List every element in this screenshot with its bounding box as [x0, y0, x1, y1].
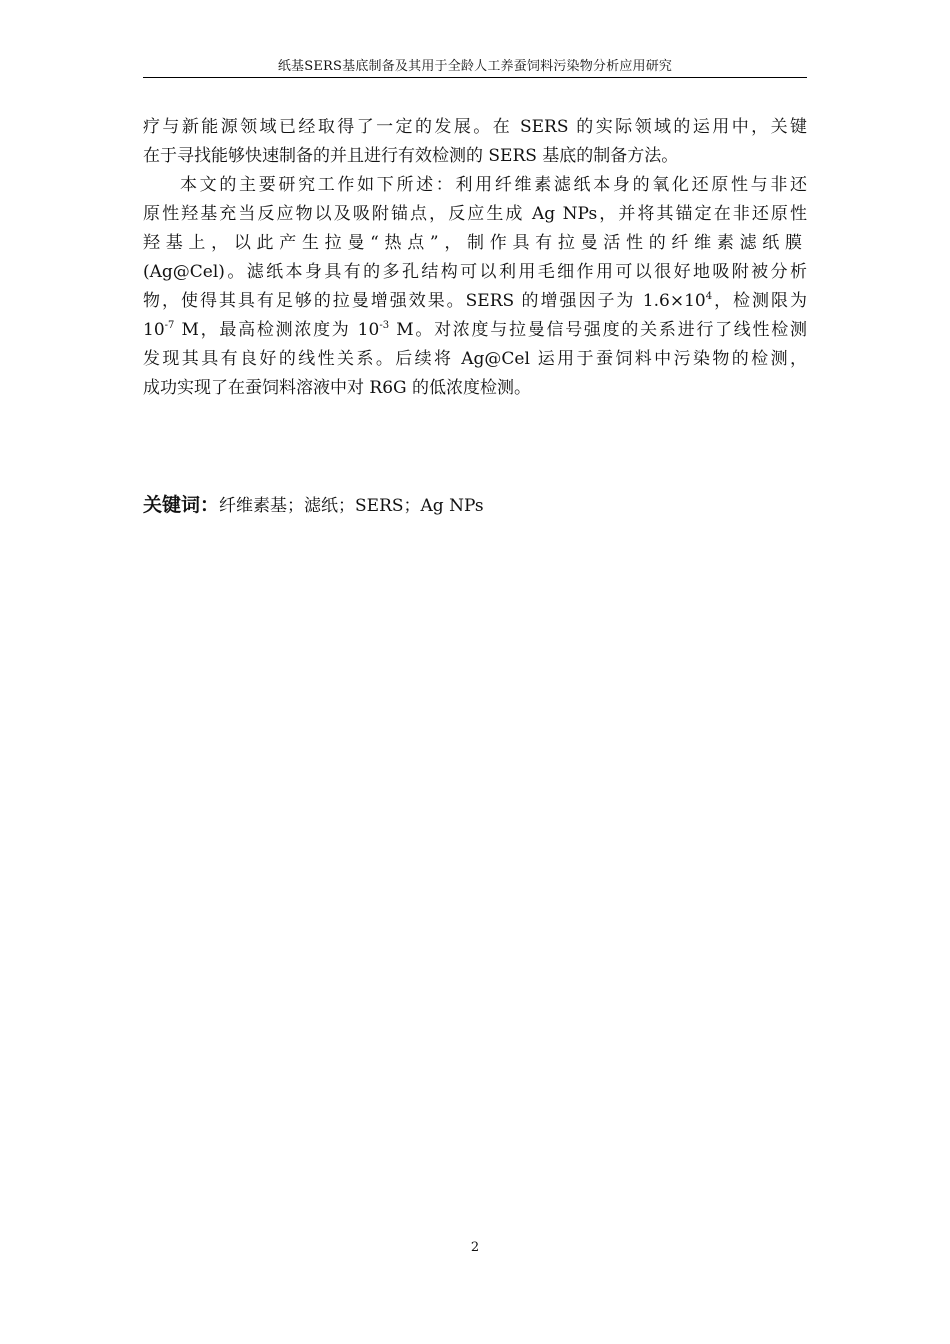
line-6-text-a: 10 [143, 320, 165, 340]
paragraph-2-line-2: 原性羟基充当反应物以及吸附锚点，反应生成 Ag NPs，并将其锚定在非还原性 [143, 204, 807, 224]
line-6-superscript-2: -3 [379, 320, 390, 331]
paragraph-1-line-2: 在于寻找能够快速制备的并且进行有效检测的 SERS 基底的制备方法。 [143, 146, 679, 166]
keywords-line [143, 492, 807, 519]
paragraph-2-line-6 [143, 316, 807, 345]
page-number: 2 [470, 1240, 480, 1255]
line-6-superscript-1: -7 [164, 320, 175, 331]
keywords-label: 关键词： [143, 494, 220, 516]
paragraph-2-line-3: 羟基上，以此产生拉曼“热点”，制作具有拉曼活性的纤维素滤纸膜 [143, 233, 807, 253]
line-5-text-a: 物，使得其具有足够的拉曼增强效果。SERS 的增强因子为 1.6×10 [143, 291, 706, 311]
paragraph-2-line-7: 发现其具有良好的线性关系。后续将 Ag@Cel 运用于蚕饲料中污染物的检测， [143, 349, 807, 369]
abstract-body [143, 113, 807, 403]
paragraph-2-line-8: 成功实现了在蚕饲料溶液中对 R6G 的低浓度检测。 [143, 378, 532, 398]
header-rule [143, 77, 807, 78]
running-header: 纸基SERS基底制备及其用于全龄人工养蚕饲料污染物分析应用研究 [277, 59, 673, 74]
line-5-superscript: 4 [705, 291, 713, 302]
line-5-text-b: ，检测限为 [712, 291, 807, 311]
paragraph-2-line-4: (Ag@Cel)。滤纸本身具有的多孔结构可以利用毛细作用可以很好地吸附被分析 [143, 262, 807, 282]
paragraph-2-line-1: 本文的主要研究工作如下所述：利用纤维素滤纸本身的氧化还原性与非还 [180, 175, 807, 195]
line-6-text-c: M。对浓度与拉曼信号强度的关系进行了线性检测 [389, 320, 807, 340]
keywords-text: 纤维素基；滤纸；SERS；Ag NPs [219, 496, 484, 516]
paragraph-1-line-1: 疗与新能源领域已经取得了一定的发展。在 SERS 的实际领域的运用中，关键 [143, 117, 807, 137]
line-6-text-b: M，最高检测浓度为 10 [174, 320, 380, 340]
paragraph-2-line-5 [143, 287, 807, 316]
